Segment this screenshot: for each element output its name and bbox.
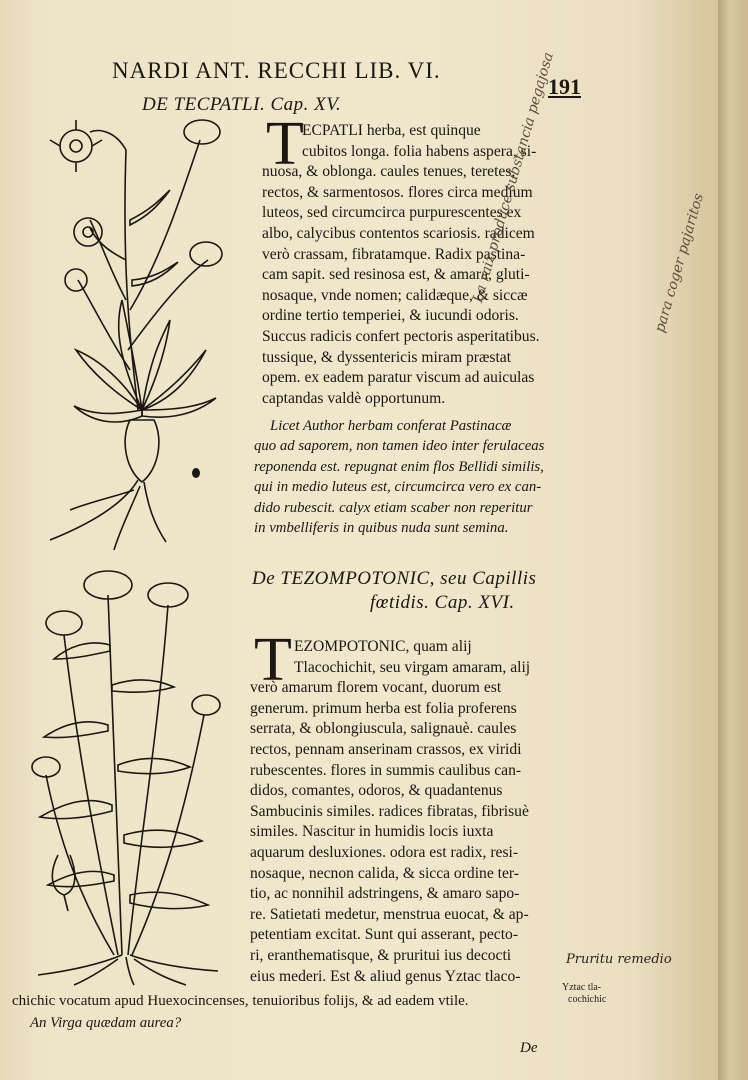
text-line: captandas valdè opportunum. <box>262 389 446 407</box>
running-head: NARDI ANT. RECCHI LIB. VI. <box>112 58 441 83</box>
text-line: Tlacochichit, seu virgam amaram, alij <box>294 658 531 676</box>
chapter-16-title-line-1: De TEZOMPOTONIC, seu Capillis <box>252 568 537 589</box>
text-line: re. Satietati medetur, menstrua euocat, & ap- <box>250 905 529 923</box>
text-line: aquarum desluxiones. odora est radix, resi- <box>250 843 519 861</box>
handwritten-margin-note-1: La raiz produce substancia pegajosa <box>470 50 557 305</box>
text-line: petentiam excitat. Sunt qui asserant, pecto- <box>250 926 519 944</box>
chapter-16-title-line-2: fœtidis. Cap. XVI. <box>370 592 515 613</box>
page-gutter <box>718 0 748 1080</box>
ink-blot <box>192 468 200 478</box>
page-number: 191 <box>548 74 581 99</box>
text-line: serrata, & oblongiuscula, salignauè. caules <box>250 720 517 738</box>
text-line: opem. ex eadem paratur viscum ad auiculas <box>262 369 535 387</box>
tecpatli-woodcut <box>30 110 250 560</box>
text-line: tio, ac nonnihil adstringens, & amaro sapo- <box>250 885 520 903</box>
printed-side-note-1: Yztac tla- <box>562 982 602 993</box>
annotation-line: quo ad saporem, non tamen ideo inter ferulaceas <box>254 438 545 455</box>
text-line: tussique, & dyssentericis miram præstat <box>262 348 512 366</box>
text-line: luteos, sed circumcirca purpurescentes ex <box>262 204 522 222</box>
text-line: Sambucinis similes. radices fibratas, fibrisuè <box>250 802 529 820</box>
text-line: nuosa, & oblonga. caules tenues, teretes, <box>262 163 516 181</box>
text-line: albo, calycibus contentos scariosis. radicem <box>262 224 535 242</box>
text-line: generum. primum herba est folia proferens <box>250 699 517 717</box>
text-line: rubescentes. flores in summis caulibus can- <box>250 761 522 779</box>
annotation-line: in vmbelliferis in quibus nuda sunt semina. <box>254 520 509 537</box>
text-line: eius mederi. Est & aliud genus Yztac tlaco- <box>250 967 521 985</box>
annotation-line: reponenda est. repugnat enim flos Bellidi similis, <box>254 458 544 475</box>
drop-cap-t-chapter-15: T <box>266 110 304 178</box>
text-line: similes. Nascitur in humidis locis iuxta <box>250 823 494 841</box>
annotation-line: dido rubescit. calyx etiam scaber non reperitur <box>254 499 533 516</box>
text-line: Succus radicis confert pectoris asperitatibus. <box>262 327 540 345</box>
text-line: cam sapit. sed resinosa est, & amara, gluti- <box>262 266 530 284</box>
chapter-16-body <box>250 637 590 987</box>
annotation-line: Licet Author herbam conferat Pastinacæ <box>270 418 512 434</box>
chapter-15-annotation <box>254 416 594 538</box>
catchword: De <box>520 1040 538 1056</box>
chapter-15-title: DE TECPATLI. Cap. XV. <box>142 94 342 115</box>
chapter-16-note: An Virga quædam aurea? <box>30 1015 182 1031</box>
handwritten-margin-note-2: para coger pajaritos <box>652 191 708 335</box>
text-line: nosaque, vnde nomen; calidæque, & siccæ <box>262 286 528 304</box>
text-line: didos, comantes, odoros, & quadantenus <box>250 782 503 800</box>
chapter-15-body <box>262 121 592 409</box>
text-line: cubitos longa. folia habens aspera, si- <box>302 142 537 160</box>
text-line: ordine tertio temperiei, & iucundi odoris. <box>262 307 519 325</box>
text-line: rectos, & sarmentosos. flores circa medium <box>262 183 533 201</box>
printed-side-note-2: cochichic <box>568 994 607 1005</box>
text-line: ECPATLI herba, est quinque <box>302 122 481 139</box>
text-line: nosaque, necnon calida, & sicca ordine ter- <box>250 864 519 882</box>
handwritten-pruritu-note: Pruritu remedio <box>566 952 672 967</box>
text-line: verò amarum florem vocant, duorum est <box>250 679 502 697</box>
drop-cap-t-chapter-16: T <box>254 626 292 694</box>
annotation-line: qui in medio luteus est, circumcirca vero ex can- <box>254 479 542 496</box>
text-line: ri, eranthematisque, & pruritui ius decocti <box>250 946 512 964</box>
tezompotonic-woodcut <box>18 555 228 985</box>
text-line: EZOMPOTONIC, quam alij <box>294 638 472 655</box>
text-line: rectos, pennam anserinam crassos, ex viridi <box>250 740 522 758</box>
chapter-16-last-line: chichic vocatum apud Huexocincenses, tenuioribus folijs, & ad eadem vtile. <box>12 993 469 1009</box>
text-line: verò crassam, fibratamque. Radix pastina- <box>262 245 526 263</box>
